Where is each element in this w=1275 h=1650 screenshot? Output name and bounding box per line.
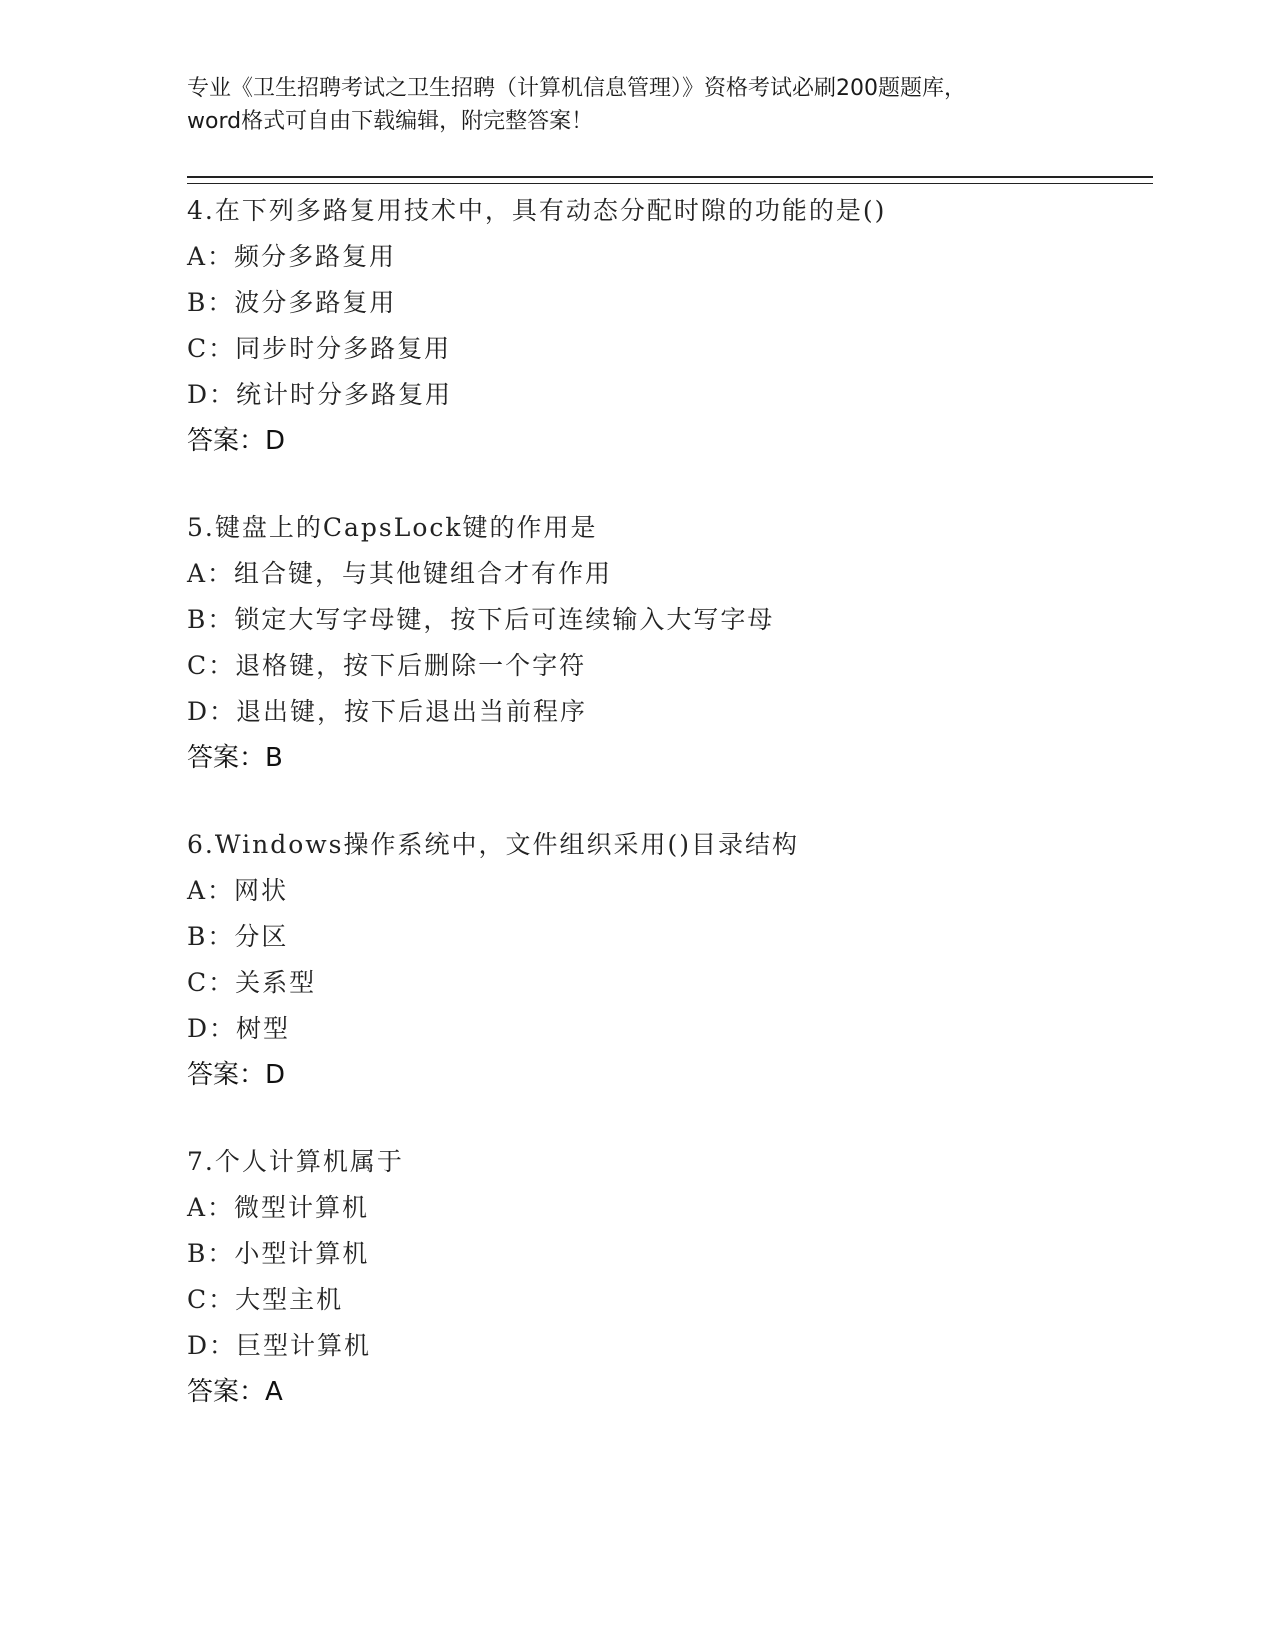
question-7 [187, 1139, 1147, 1415]
option-c: C：大型主机 [187, 1285, 344, 1314]
answer-label: 答案：D [187, 426, 286, 456]
option-b: B：小型计算机 [187, 1239, 370, 1268]
option-d: D：统计时分多路复用 [187, 380, 453, 409]
option-a: A：微型计算机 [187, 1193, 370, 1222]
question-stem: 6.Windows操作系统中，文件组织采用()目录结构 [187, 830, 799, 859]
option-a: A：组合键，与其他键组合才有作用 [187, 559, 613, 588]
option-d: D：树型 [187, 1014, 291, 1043]
question-5 [187, 505, 1147, 781]
header-divider-thick [187, 176, 1153, 178]
question-stem: 7.个人计算机属于 [187, 1147, 404, 1176]
header-divider-thin [187, 183, 1153, 184]
option-b: B：波分多路复用 [187, 288, 397, 317]
question-stem: 5.键盘上的CapsLock键的作用是 [187, 513, 598, 542]
question-list [187, 188, 1147, 1456]
option-b: B：锁定大写字母键，按下后可连续输入大写字母 [187, 605, 775, 634]
answer-label: 答案：A [187, 1377, 283, 1407]
header-subtitle-line: word格式可自由下载编辑，附完整答案！ [187, 109, 594, 134]
answer-label: 答案：B [187, 743, 283, 773]
option-a: A：频分多路复用 [187, 242, 397, 271]
option-c: C：退格键，按下后删除一个字符 [187, 651, 587, 680]
option-c: C：同步时分多路复用 [187, 334, 452, 363]
document-header [187, 72, 1087, 138]
option-d: D：退出键，按下后退出当前程序 [187, 697, 588, 726]
question-4 [187, 188, 1147, 464]
header-title-line: 专业《卫生招聘考试之卫生招聘（计算机信息管理）》资格考试必刷200题题库， [187, 76, 966, 101]
answer-label: 答案：D [187, 1060, 286, 1090]
option-d: D：巨型计算机 [187, 1331, 372, 1360]
question-6 [187, 822, 1147, 1098]
option-a: A：网状 [187, 876, 289, 905]
option-b: B：分区 [187, 922, 289, 951]
question-stem: 4.在下列多路复用技术中，具有动态分配时隙的功能的是() [187, 196, 887, 225]
option-c: C：关系型 [187, 968, 317, 997]
